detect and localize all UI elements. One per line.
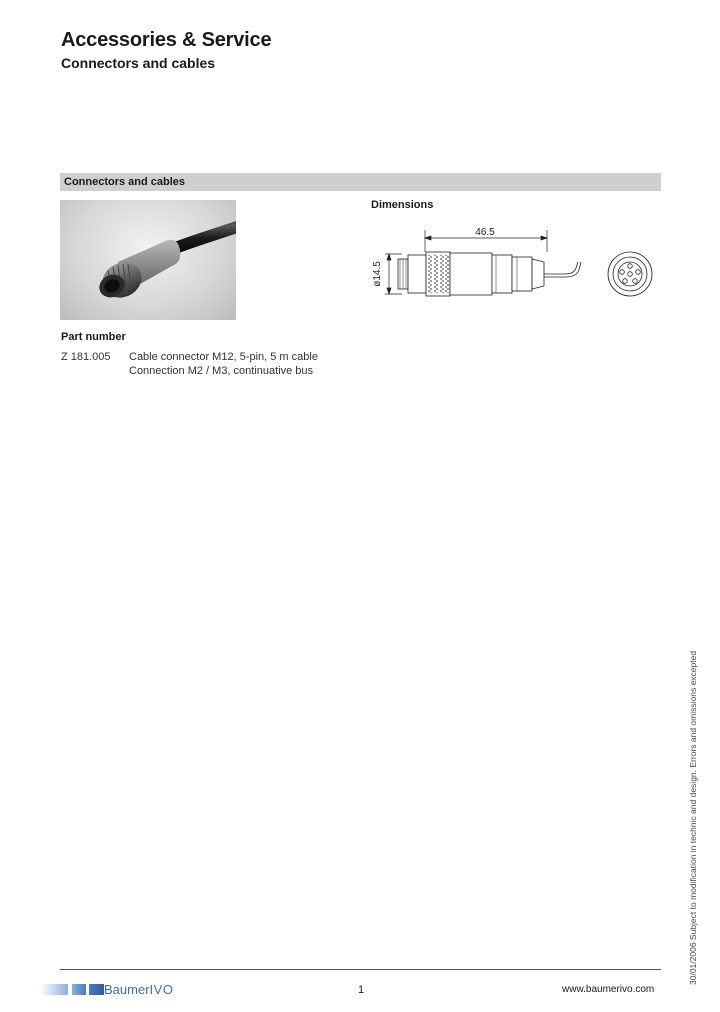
connector-photo-illustration (60, 200, 236, 320)
connector-front-view (608, 252, 652, 296)
diameter-value: ø14.5 (372, 261, 383, 287)
brand-logo-bars (40, 984, 104, 995)
page-subtitle: Connectors and cables (61, 55, 216, 71)
footer-divider (60, 969, 661, 970)
brand-name-ivo: IVO (149, 982, 174, 997)
dimensions-label: Dimensions (371, 199, 434, 211)
part-number-value: Z 181.005 (61, 351, 111, 363)
website-link[interactable]: www.baumerivo.com (562, 984, 655, 995)
page-number: 1 (358, 984, 365, 996)
page-title: Accessories & Service (61, 29, 272, 51)
dimension-drawing (360, 222, 670, 312)
legal-side-note: 30/01/2006 Subject to modification in technic and design. Errors and omissions excepted (688, 650, 698, 985)
connector-side-view (398, 252, 544, 296)
brand-logo-text (104, 982, 173, 997)
part-number-heading: Part number (61, 331, 126, 343)
section-heading: Connectors and cables (64, 176, 186, 188)
section-header-bar (60, 173, 661, 191)
product-photo (60, 200, 236, 320)
brand-name-baumer: Baumer (104, 982, 150, 997)
part-description-line1: Cable connector M12, 5-pin, 5 m cable (129, 351, 318, 363)
length-value: 46.5 (475, 227, 495, 238)
cable-line (544, 262, 578, 274)
part-description-line2: Connection M2 / M3, continuative bus (129, 365, 314, 377)
